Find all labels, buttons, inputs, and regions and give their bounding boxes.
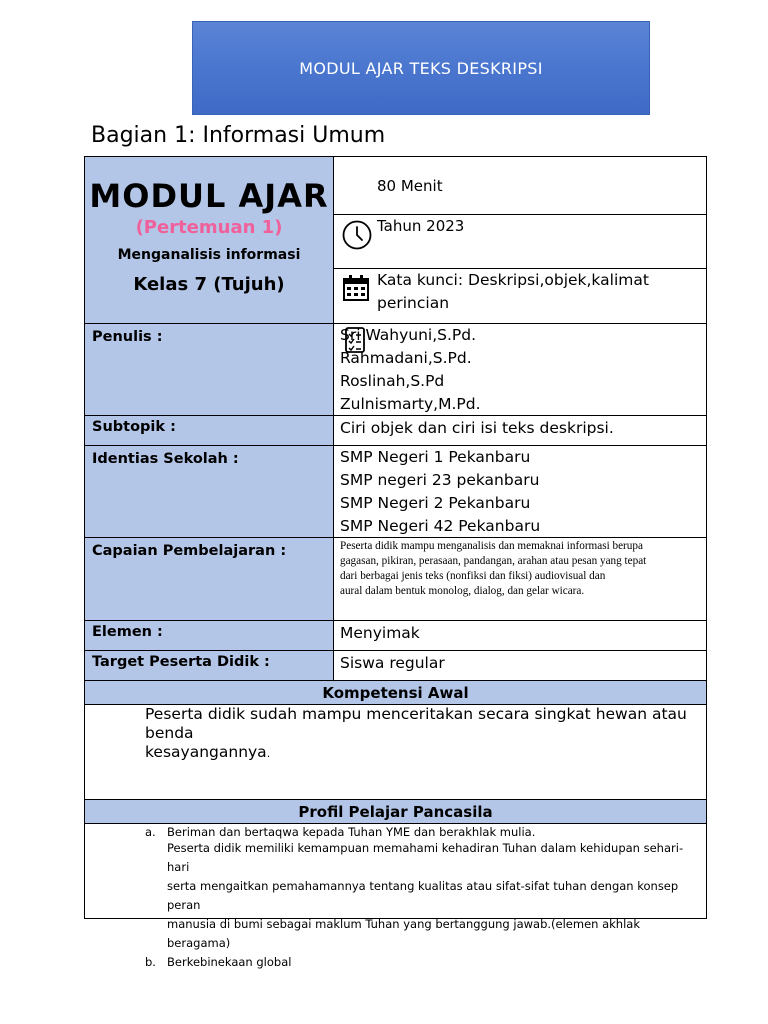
school-name: SMP Negeri 2 Pekanbaru bbox=[340, 494, 531, 512]
author-name: Roslinah,S.Pd bbox=[340, 372, 445, 390]
pancasila-profile-body bbox=[85, 824, 707, 969]
pancasila-profile-list bbox=[145, 825, 705, 972]
keywords-line1: Kata kunci: Deskripsi,objek,kalimat bbox=[377, 271, 649, 289]
initial-competence-line: Peserta didik sudah mampu menceritakan secara singkat hewan atau benda bbox=[145, 705, 687, 742]
initial-competence-heading-cell bbox=[85, 681, 707, 705]
year-cell bbox=[334, 215, 707, 269]
school-name: SMP Negeri 42 Pekanbaru bbox=[340, 517, 541, 535]
topic-label: Menganalisis informasi bbox=[117, 247, 301, 263]
list-item bbox=[145, 953, 705, 972]
element-value: Menyimak bbox=[340, 624, 420, 642]
outcome-label: Capaian Pembelajaran : bbox=[92, 543, 287, 559]
section-title: Bagian 1: Informasi Umum bbox=[91, 123, 386, 148]
module-title: MODUL AJAR bbox=[89, 177, 329, 215]
outcome-text bbox=[340, 539, 700, 599]
initial-competence-line bbox=[145, 743, 705, 763]
subtopic-label-cell bbox=[85, 416, 334, 446]
school-values-cell bbox=[334, 446, 707, 538]
keywords-line2: perincian bbox=[377, 294, 450, 312]
list-item-title: Berkebinekaan global bbox=[167, 955, 292, 969]
info-table bbox=[84, 156, 707, 969]
initial-competence-body bbox=[85, 705, 707, 800]
description-line: Peserta didik memiliki kemampuan memahami kehadiran Tuhan dalam kehidupan sehari-hari bbox=[167, 841, 684, 874]
outcome-value-cell bbox=[334, 538, 707, 621]
pancasila-profile-heading-cell bbox=[85, 800, 707, 824]
calendar-icon bbox=[343, 275, 369, 305]
school-list bbox=[340, 446, 540, 538]
grade-label: Kelas 7 (Tujuh) bbox=[133, 274, 285, 295]
author-list bbox=[340, 324, 481, 416]
initial-competence-heading: Kompetensi Awal bbox=[322, 683, 469, 702]
author-name: Sri Wahyuni,S.Pd. bbox=[340, 326, 477, 344]
target-label: Target Peserta Didik : bbox=[92, 654, 270, 670]
subtopic-value-cell bbox=[334, 416, 707, 446]
outcome-label-cell bbox=[85, 538, 334, 621]
author-label-cell bbox=[85, 324, 334, 416]
description-line: manusia di bumi sebagai maklum Tuhan yang bertanggung jawab.(elemen akhlak beragama) bbox=[167, 917, 640, 950]
year-value: Tahun 2023 bbox=[377, 217, 465, 235]
element-value-cell bbox=[334, 621, 707, 651]
subtopic-value: Ciri objek dan ciri isi teks deskripsi. bbox=[340, 419, 614, 437]
author-name: Zulnismarty,M.Pd. bbox=[340, 395, 481, 413]
initial-competence-line2: kesayangannya bbox=[145, 743, 267, 761]
target-label-cell bbox=[85, 651, 334, 681]
outcome-line: gagasan, pikiran, perasaan, pandangan, arahan atau pesan yang tepat bbox=[340, 555, 647, 567]
outcome-line: dari berbagai jenis teks (nonfiksi dan fiksi) audiovisual dan bbox=[340, 570, 606, 582]
initial-competence-period: . bbox=[266, 747, 271, 760]
module-title-cell bbox=[85, 157, 334, 324]
list-marker: a. bbox=[145, 825, 156, 839]
author-label: Penulis : bbox=[92, 329, 163, 345]
element-label-cell bbox=[85, 621, 334, 651]
target-value-cell bbox=[334, 651, 707, 681]
list-item-description bbox=[145, 839, 705, 953]
meeting-label: (Pertemuan 1) bbox=[135, 217, 283, 238]
list-marker: b. bbox=[145, 955, 156, 969]
duration-value: 80 Menit bbox=[377, 177, 443, 195]
author-values-cell bbox=[334, 324, 707, 416]
author-name: Rahmadani,S.Pd. bbox=[340, 349, 472, 367]
banner-title: MODUL AJAR TEKS DESKRIPSI bbox=[299, 58, 543, 78]
keywords-cell bbox=[334, 269, 707, 324]
description-line: serta mengaitkan pemahamannya tentang kualitas atau sifat-sifat tuhan dengan konsep peran bbox=[167, 879, 679, 912]
title-banner bbox=[192, 21, 650, 115]
school-label: Identias Sekolah : bbox=[92, 451, 239, 467]
pancasila-profile-heading: Profil Pelajar Pancasila bbox=[298, 802, 493, 821]
school-name: SMP negeri 23 pekanbaru bbox=[340, 471, 540, 489]
subtopic-label: Subtopik : bbox=[92, 419, 176, 435]
duration-cell bbox=[334, 157, 707, 215]
target-value: Siswa regular bbox=[340, 654, 445, 672]
school-label-cell bbox=[85, 446, 334, 538]
list-item-title: Beriman dan bertaqwa kepada Tuhan YME dan berakhlak mulia. bbox=[167, 825, 536, 839]
outcome-line: Peserta didik mampu menganalisis dan memaknai informasi berupa bbox=[340, 540, 643, 552]
initial-competence-text bbox=[145, 705, 705, 763]
element-label: Elemen : bbox=[92, 624, 163, 640]
list-item bbox=[145, 825, 705, 839]
clock-icon bbox=[341, 219, 373, 255]
outcome-line: aural dalam bentuk monolog, dialog, dan gelar wicara. bbox=[340, 585, 585, 597]
school-name: SMP Negeri 1 Pekanbaru bbox=[340, 448, 531, 466]
